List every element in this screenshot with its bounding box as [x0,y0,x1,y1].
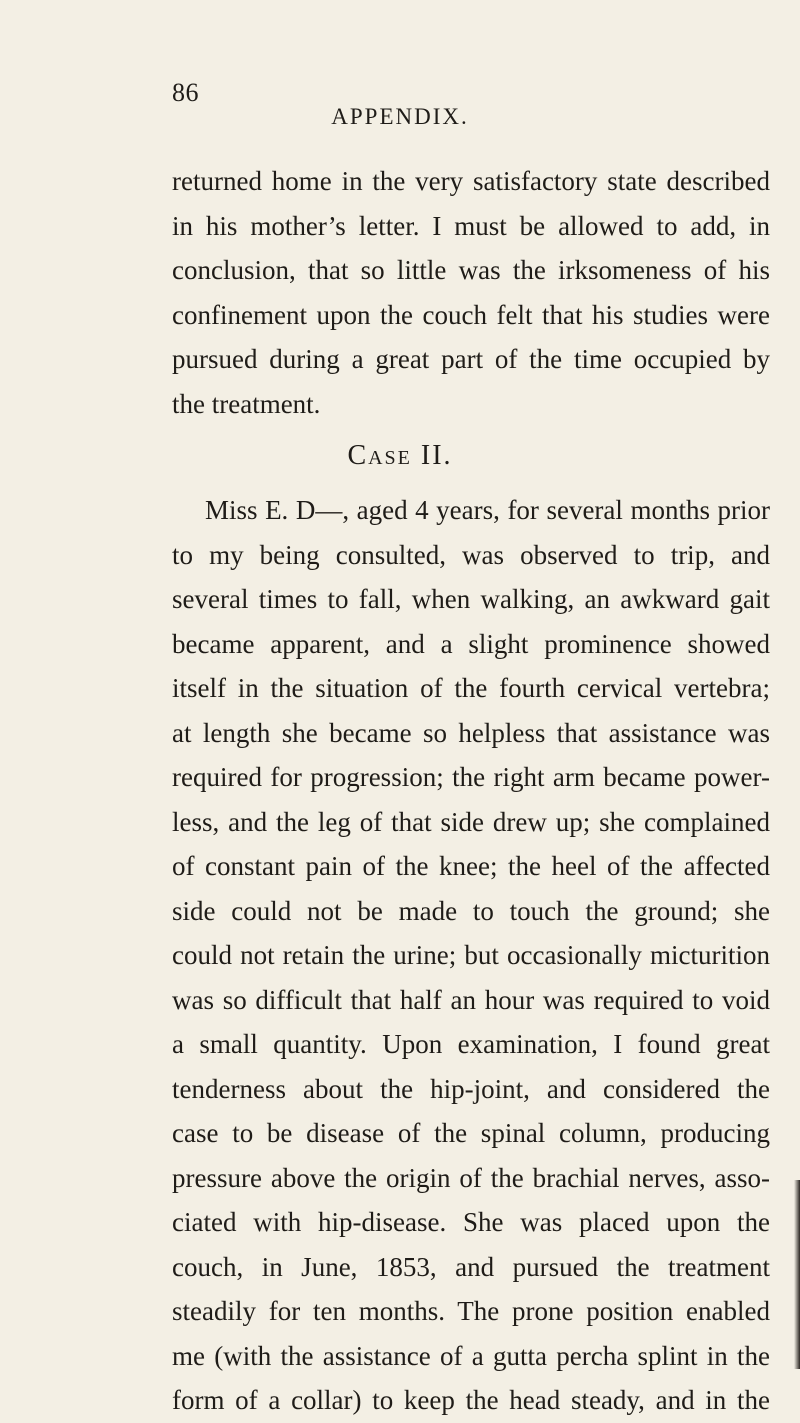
text-line: side could not be made to touch the ground; she [172,895,770,926]
text-line: several times to fall, when walking, an awkward gait [172,584,770,614]
text-line: pressure above the origin of the brachial nerves, asso- [172,1162,770,1193]
page-number: 86 [172,78,199,107]
page-edge-shadow [794,1180,800,1369]
text-line: to my being consulted, was observed to trip, and [172,539,770,570]
text-line: conclusion, that so little was the irksomeness of his [172,255,770,285]
text-line: me (with the assistance of a gutta percha splint in the [172,1340,770,1371]
text-line: at length she became so helpless that assistance was [172,717,770,748]
text-line: could not retain the urine; but occasionally micturition [172,940,770,970]
text-line: itself in the situation of the fourth cervical vertebra; [172,673,770,703]
text-line: couch, in June, 1853, and pursued the treatment [172,1251,770,1282]
text-line: Miss E. D—, aged 4 years, for several months prior [205,495,770,525]
text-line: ciated with hip-disease. She was placed upon the [172,1207,770,1237]
text-line: steadily for ten months. The prone position enabled [172,1296,770,1326]
paragraph-case-two [172,488,770,1423]
text-line: returned home in the very satisfactory state described [172,166,770,196]
running-head: APPENDIX. [331,104,469,129]
text-line: required for progression; the right arm became power- [172,762,770,792]
text-line: of constant pain of the knee; the heel of the affected [172,851,770,881]
text-line: became apparent, and a slight prominence showed [172,628,770,659]
text-line: in his mother’s letter. I must be allowed to add, in [172,210,770,241]
text-line: the treatment. [172,388,321,419]
text-line: less, and the leg of that side drew up; she complained [172,806,770,837]
text-line: form of a collar) to keep the head steady, and in the [172,1385,770,1415]
text-line: pursued during a great part of the time occupied by [172,344,770,374]
text-line: was so difficult that half an hour was required to void [172,984,770,1015]
text-line: a small quantity. Upon examination, I found great [172,1029,770,1059]
paragraph-returned-home [172,159,770,426]
section-heading: Case II. [347,440,453,471]
text-line: confinement upon the couch felt that his studies were [172,299,770,330]
text-line: tenderness about the hip-joint, and considered the [172,1073,770,1104]
text-line: case to be disease of the spinal column, producing [172,1118,770,1148]
